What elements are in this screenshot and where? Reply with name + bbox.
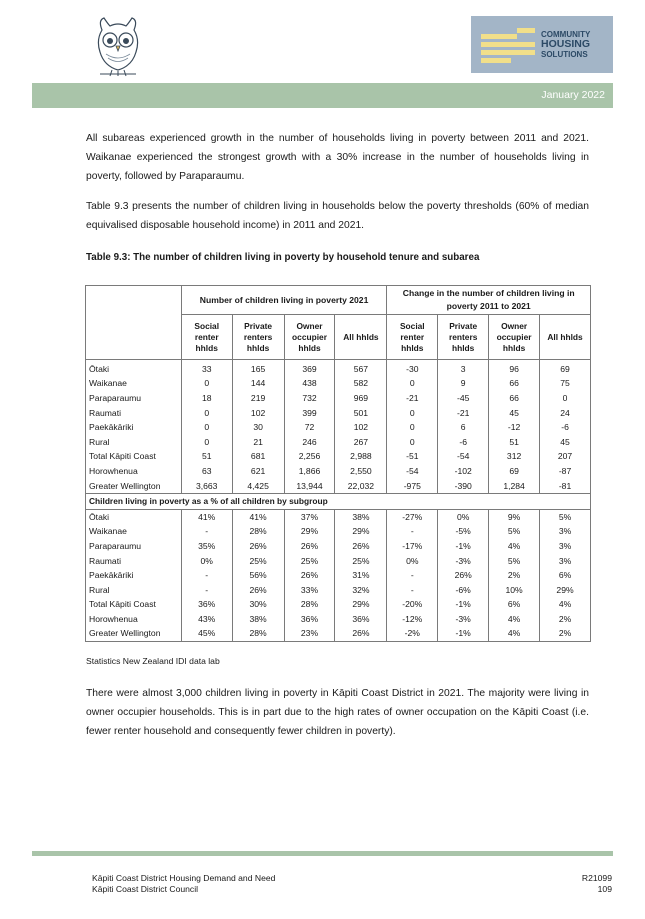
paragraph-3: There were almost 3,000 children living in poverty in Kāpiti Coast District in 2021. The majority were living in owner occupier households. This is in part due to the high rates of owner occupation on the Kāpiti Coast (i.e. fewer renter household and consequently fewer children in poverty). <box>86 688 589 737</box>
table-cell: 0 <box>181 420 232 435</box>
table-cell: -30 <box>387 360 438 377</box>
table-caption: Table 9.3: The number of children living in poverty by household tenure and subarea <box>86 252 480 263</box>
table-cell: 24 <box>540 406 591 421</box>
row-label: Rural <box>86 435 182 450</box>
row-label: Greater Wellington <box>86 479 182 494</box>
paragraph-1: All subareas experienced growth in the number of households living in poverty between 2011 and 2021. Waikanae experienced the strongest growth with a 30% increase in the number of households living in poverty, followed by Paraparaumu. <box>86 133 589 182</box>
table-cell: 29% <box>284 525 335 540</box>
row-label: Total Kāpiti Coast <box>86 598 182 613</box>
table-cell: 2,256 <box>284 450 335 465</box>
table-cell: 38% <box>232 612 284 627</box>
house-bars-icon <box>479 26 539 64</box>
table-row <box>86 539 591 554</box>
row-label: Raumati <box>86 554 182 569</box>
owl-logo-icon <box>92 16 144 78</box>
column-header: Owner occupier hhlds <box>489 315 540 360</box>
table-cell: 5% <box>489 554 540 569</box>
row-label: Paekākāriki <box>86 568 182 583</box>
header-band <box>32 83 613 108</box>
column-header: Social renter hhlds <box>181 315 232 360</box>
row-label: Horowhenua <box>86 612 182 627</box>
table-cell: 45% <box>181 627 232 642</box>
table-cell: 501 <box>335 406 387 421</box>
table-cell: - <box>181 583 232 598</box>
table-cell: -1% <box>438 627 489 642</box>
footer-council: Kāpiti Coast District Council <box>92 884 199 894</box>
table-cell: 33% <box>284 583 335 598</box>
table-cell: 28% <box>232 525 284 540</box>
table-cell: 246 <box>284 435 335 450</box>
table-cell: 4% <box>489 539 540 554</box>
table-cell: 30% <box>232 598 284 613</box>
table-cell: 66 <box>489 377 540 392</box>
table-cell: 621 <box>232 464 284 479</box>
table-cell: 26% <box>232 583 284 598</box>
row-label: Paraparaumu <box>86 539 182 554</box>
column-header: Owner occupier hhlds <box>284 315 335 360</box>
table-cell: 219 <box>232 391 284 406</box>
table-cell: 0 <box>387 377 438 392</box>
table-cell: 732 <box>284 391 335 406</box>
table-cell: 0 <box>181 435 232 450</box>
table-cell: 35% <box>181 539 232 554</box>
table-cell: -1% <box>438 598 489 613</box>
table-cell: 41% <box>232 509 284 524</box>
table-row <box>86 612 591 627</box>
table-cell: 41% <box>181 509 232 524</box>
row-label: Waikanae <box>86 525 182 540</box>
row-label: Paraparaumu <box>86 391 182 406</box>
table-cell: 10% <box>489 583 540 598</box>
table-row <box>86 554 591 569</box>
table-cell: -27% <box>387 509 438 524</box>
table-cell: 9 <box>438 377 489 392</box>
table-cell: 1,284 <box>489 479 540 494</box>
table-row <box>86 568 591 583</box>
table-cell: -3% <box>438 554 489 569</box>
table-cell: 165 <box>232 360 284 377</box>
column-header: Private renters hhlds <box>232 315 284 360</box>
table-cell: 29% <box>335 525 387 540</box>
table-row <box>86 360 591 377</box>
table-cell: - <box>387 583 438 598</box>
row-label: Ōtaki <box>86 360 182 377</box>
table-cell: 3% <box>540 554 591 569</box>
table-cell: 75 <box>540 377 591 392</box>
table-cell: 2,550 <box>335 464 387 479</box>
table-cell: -102 <box>438 464 489 479</box>
footer-report-title: Kāpiti Coast District Housing Demand and Need <box>92 873 276 883</box>
table-cell: -1% <box>438 539 489 554</box>
table-cell: 29% <box>540 583 591 598</box>
table-cell: 43% <box>181 612 232 627</box>
logo-line-1: COMMUNITY <box>541 30 591 39</box>
table-cell: 13,944 <box>284 479 335 494</box>
table-cell: 681 <box>232 450 284 465</box>
table-row <box>86 464 591 479</box>
table-cell: 29% <box>335 598 387 613</box>
row-label: Rural <box>86 583 182 598</box>
table-cell: 72 <box>284 420 335 435</box>
table-cell: 23% <box>284 627 335 642</box>
footer-right <box>582 873 612 895</box>
row-label: Waikanae <box>86 377 182 392</box>
table-cell: -51 <box>387 450 438 465</box>
table-cell: 0 <box>387 435 438 450</box>
table-cell: 26% <box>335 627 387 642</box>
table-cell: 26% <box>335 539 387 554</box>
group-header-2021: Number of children living in poverty 2021 <box>181 286 387 315</box>
table-row <box>86 479 591 494</box>
table-cell: 4% <box>489 612 540 627</box>
table-row <box>86 435 591 450</box>
table-cell: 45 <box>540 435 591 450</box>
footer-left <box>92 873 275 895</box>
section-header-row <box>86 494 591 510</box>
table-cell: 32% <box>335 583 387 598</box>
table-cell: 3,663 <box>181 479 232 494</box>
page-number: 109 <box>597 884 612 894</box>
table-cell: 28% <box>284 598 335 613</box>
row-label: Greater Wellington <box>86 627 182 642</box>
table-cell: 26% <box>284 539 335 554</box>
table-cell: 4% <box>489 627 540 642</box>
table-cell: 102 <box>335 420 387 435</box>
row-label: Raumati <box>86 406 182 421</box>
table-cell: 102 <box>232 406 284 421</box>
table-cell: 66 <box>489 391 540 406</box>
table-cell: 9% <box>489 509 540 524</box>
poverty-table <box>85 285 591 642</box>
column-header: Social renter hhlds <box>387 315 438 360</box>
table-cell: 26% <box>232 539 284 554</box>
table-cell: 2,988 <box>335 450 387 465</box>
table-row <box>86 450 591 465</box>
table-cell: 33 <box>181 360 232 377</box>
table-cell: -21 <box>387 391 438 406</box>
table-row <box>86 391 591 406</box>
table-cell: 582 <box>335 377 387 392</box>
table-cell: -5% <box>438 525 489 540</box>
table-cell: -17% <box>387 539 438 554</box>
table-cell: 0% <box>438 509 489 524</box>
table-cell: 25% <box>232 554 284 569</box>
column-header: Private renters hhlds <box>438 315 489 360</box>
group-header-change: Change in the number of children living in poverty 2011 to 2021 <box>387 286 591 315</box>
table-cell: 567 <box>335 360 387 377</box>
report-date: January 2022 <box>541 89 605 101</box>
table-cell: 36% <box>181 598 232 613</box>
table-cell: 0 <box>387 420 438 435</box>
table-cell: 25% <box>284 554 335 569</box>
table-cell: 3% <box>540 525 591 540</box>
table-cell: -3% <box>438 612 489 627</box>
table-cell: 438 <box>284 377 335 392</box>
table-row <box>86 598 591 613</box>
table-cell: 37% <box>284 509 335 524</box>
table-row <box>86 406 591 421</box>
table-cell: 36% <box>335 612 387 627</box>
table-cell: 2% <box>540 612 591 627</box>
table-cell: 1,866 <box>284 464 335 479</box>
table-cell: - <box>387 525 438 540</box>
table-cell: -2% <box>387 627 438 642</box>
table-cell: 63 <box>181 464 232 479</box>
row-label: Ōtaki <box>86 509 182 524</box>
table-row <box>86 583 591 598</box>
table-row <box>86 509 591 524</box>
footer-report-code: R21099 <box>581 873 612 883</box>
table-cell: -87 <box>540 464 591 479</box>
table-cell: 26% <box>438 568 489 583</box>
table-cell: -975 <box>387 479 438 494</box>
table-cell: 969 <box>335 391 387 406</box>
table-cell: 69 <box>489 464 540 479</box>
table-cell: -21 <box>438 406 489 421</box>
table-cell: 51 <box>489 435 540 450</box>
table-cell: 0 <box>181 377 232 392</box>
table-row <box>86 420 591 435</box>
table-cell: -12% <box>387 612 438 627</box>
logo-line-2: HOUSING <box>541 38 591 50</box>
table-cell: 6% <box>489 598 540 613</box>
table-cell: 144 <box>232 377 284 392</box>
table-cell: 0 <box>387 406 438 421</box>
table-cell: 6% <box>540 568 591 583</box>
table-cell: 399 <box>284 406 335 421</box>
table-cell: 0% <box>181 554 232 569</box>
table-cell: 22,032 <box>335 479 387 494</box>
table-cell: 38% <box>335 509 387 524</box>
table-cell: - <box>181 525 232 540</box>
table-cell: 30 <box>232 420 284 435</box>
table-cell: -6 <box>438 435 489 450</box>
table-cell: 369 <box>284 360 335 377</box>
table-row <box>86 627 591 642</box>
table-cell: 56% <box>232 568 284 583</box>
table-cell: -6 <box>540 420 591 435</box>
table-cell: 5% <box>540 509 591 524</box>
table-cell: -12 <box>489 420 540 435</box>
table-cell: 0 <box>540 391 591 406</box>
table-cell: -390 <box>438 479 489 494</box>
table-cell: 3% <box>540 539 591 554</box>
table-cell: 4,425 <box>232 479 284 494</box>
table-cell: 51 <box>181 450 232 465</box>
table-corner-cell <box>86 286 182 360</box>
table-cell: 18 <box>181 391 232 406</box>
table-cell: 2% <box>540 627 591 642</box>
table-cell: - <box>181 568 232 583</box>
paragraph-2: Table 9.3 presents the number of children living in households below the poverty thresholds (60% of median equivalised disposable household income) in 2011 and 2021. <box>86 201 589 231</box>
column-header: All hhlds <box>335 315 387 360</box>
row-label: Paekākāriki <box>86 420 182 435</box>
table-cell: 26% <box>284 568 335 583</box>
table-cell: -54 <box>438 450 489 465</box>
row-label: Total Kāpiti Coast <box>86 450 182 465</box>
logo-text <box>541 30 611 59</box>
table-cell: 312 <box>489 450 540 465</box>
table-cell: 4% <box>540 598 591 613</box>
table-cell: -54 <box>387 464 438 479</box>
table-source: Statistics New Zealand IDI data lab <box>86 656 220 666</box>
table-cell: -6% <box>438 583 489 598</box>
table-row <box>86 525 591 540</box>
table-cell: 3 <box>438 360 489 377</box>
table-cell: 5% <box>489 525 540 540</box>
table-cell: -45 <box>438 391 489 406</box>
table-cell: 207 <box>540 450 591 465</box>
logo-line-3: SOLUTIONS <box>541 50 588 59</box>
table-cell: - <box>387 568 438 583</box>
table-cell: 0% <box>387 554 438 569</box>
table-cell: 36% <box>284 612 335 627</box>
table-cell: 69 <box>540 360 591 377</box>
chs-logo <box>471 16 613 73</box>
table-cell: -81 <box>540 479 591 494</box>
table-cell: 0 <box>181 406 232 421</box>
table-cell: 45 <box>489 406 540 421</box>
footer-band <box>32 851 613 856</box>
table-cell: -20% <box>387 598 438 613</box>
table-cell: 2% <box>489 568 540 583</box>
section-header: Children living in poverty as a % of all children by subgroup <box>86 494 591 510</box>
table-cell: 31% <box>335 568 387 583</box>
row-label: Horowhenua <box>86 464 182 479</box>
table-cell: 28% <box>232 627 284 642</box>
table-cell: 267 <box>335 435 387 450</box>
column-header: All hhlds <box>540 315 591 360</box>
table-cell: 96 <box>489 360 540 377</box>
table-row <box>86 377 591 392</box>
table-cell: 21 <box>232 435 284 450</box>
table-cell: 6 <box>438 420 489 435</box>
table-cell: 25% <box>335 554 387 569</box>
